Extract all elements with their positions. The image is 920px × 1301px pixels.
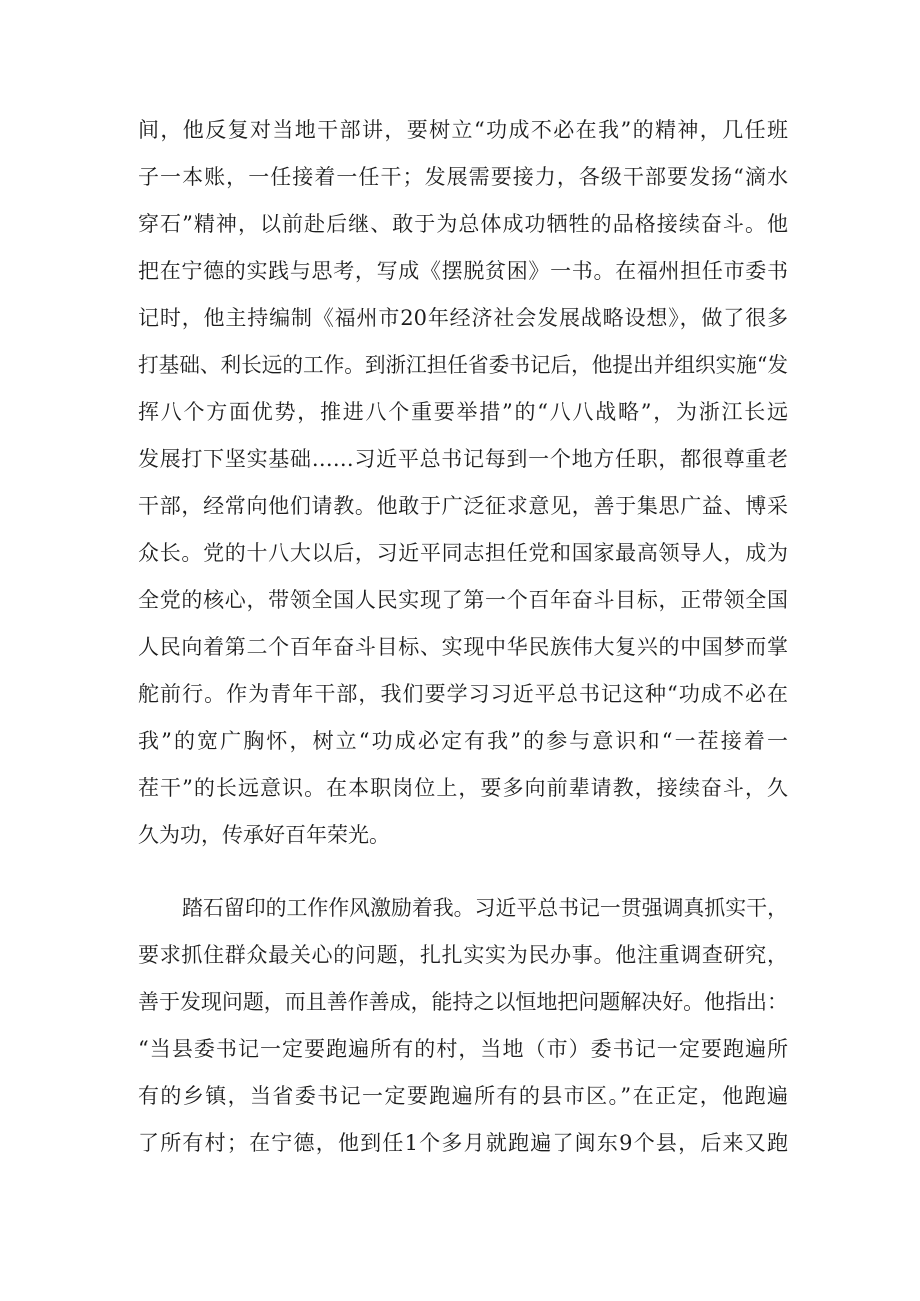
text-line: 我”的宽广胸怀，树立“功成必定有我”的参与意识和“一茬接着一 <box>138 729 788 753</box>
text-line: 人民向着第二个百年奋斗目标、实现中华民族伟大复兴的中国梦而掌 <box>138 635 788 659</box>
text-line: 了所有村；在宁德，他到任1个多月就跑遍了闽东9个县，后来又跑 <box>138 1131 788 1155</box>
text-line: “当县委书记一定要跑遍所有的村，当地（市）委书记一定要跑遍所 <box>138 1037 788 1061</box>
paragraph <box>138 107 788 859</box>
text-line: 间，他反复对当地干部讲，要树立“功成不必在我”的精神，几任班 <box>138 118 788 142</box>
text-line: 穿石”精神，以前赴后继、敢于为总体成功牺牲的品格接续奋斗。他 <box>138 212 788 236</box>
text-line: 要求抓住群众最关心的问题，扎扎实实为民办事。他注重调查研究， <box>138 943 788 967</box>
text-line: 干部，经常向他们请教。他敢于广泛征求意见，善于集思广益、博采 <box>138 494 788 518</box>
text-line: 全党的核心，带领全国人民实现了第一个百年奋斗目标，正带领全国 <box>138 588 788 612</box>
text-line: 久为功，传承好百年荣光。 <box>138 823 390 847</box>
text-line: 把在宁德的实践与思考，写成《摆脱贫困》一书。在福州担任市委书 <box>138 259 788 283</box>
text-line: 善于发现问题，而且善作善成，能持之以恒地把问题解决好。他指出： <box>138 990 788 1014</box>
text-line: 舵前行。作为青年干部，我们要学习习近平总书记这种“功成不必在 <box>138 682 788 706</box>
text-line: 记时，他主持编制《福州市20年经济社会发展战略设想》，做了很多 <box>138 306 788 330</box>
text-line: 打基础、利长远的工作。到浙江担任省委书记后，他提出并组织实施“发 <box>138 353 788 377</box>
text-line: 子一本账，一任接着一任干；发展需要接力，各级干部要发扬“滴水 <box>138 165 788 189</box>
text-line: 挥八个方面优势，推进八个重要举措”的“八八战略”，为浙江长远 <box>138 400 788 424</box>
text-line: 茬干”的长远意识。在本职岗位上，要多向前辈请教，接续奋斗，久 <box>138 776 788 800</box>
paragraph <box>138 885 788 1167</box>
text-line: 发展打下坚实基础……习近平总书记每到一个地方任职，都很尊重老 <box>138 447 788 471</box>
document-page <box>138 107 788 1167</box>
text-line: 众长。党的十八大以后，习近平同志担任党和国家最高领导人，成为 <box>138 541 788 565</box>
text-line: 踏石留印的工作作风激励着我。习近平总书记一贯强调真抓实干， <box>182 896 788 920</box>
text-line: 有的乡镇，当省委书记一定要跑遍所有的县市区。”在正定，他跑遍 <box>138 1084 788 1108</box>
